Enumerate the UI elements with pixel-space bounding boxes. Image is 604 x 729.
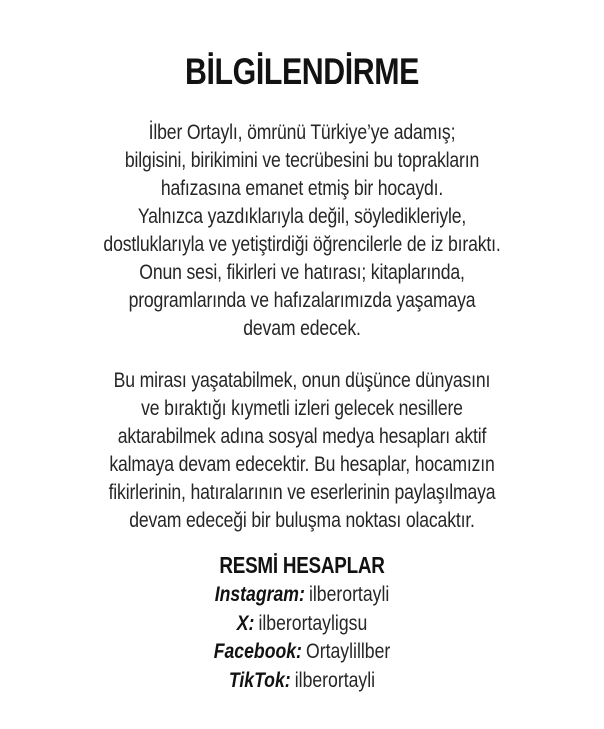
paragraph-line: Onun sesi, fikirleri ve hatırası; kitaplarında, [139, 260, 465, 284]
paragraph-line: İlber Ortaylı, ömrünü Türkiye’ye adamış; [148, 120, 456, 144]
official-accounts-heading: RESMİ HESAPLAR [219, 552, 385, 578]
paragraph-line: kalmaya devam edecektir. Bu hesaplar, hocamızın [109, 452, 495, 476]
account-row-x [54, 609, 549, 638]
account-label: TikTok: [228, 667, 291, 692]
page-title: BİLGİLENDİRME [184, 51, 420, 92]
account-row-facebook [54, 637, 549, 666]
paragraph-line: hafızasına emanet etmiş bir hocaydı. [160, 176, 444, 200]
paragraph-line: devam edecek. [243, 316, 361, 340]
account-value: ilberortayli [294, 667, 376, 692]
account-value: ilberortayli [308, 582, 390, 606]
paragraph-line: fikirlerinin, hatıralarının ve eserlerinin paylaşılmaya [108, 480, 496, 504]
memorial-paragraph [54, 118, 549, 342]
account-value: ilberortayligsu [258, 610, 368, 635]
account-label: Instagram: [214, 582, 305, 606]
paragraph-line: aktarabilmek adına sosyal medya hesapları aktif [117, 424, 487, 448]
account-row-tiktok [54, 666, 549, 695]
paragraph-line: ve bıraktığı kıymetli izleri gelecek nesillere [141, 396, 463, 420]
legacy-paragraph [54, 366, 549, 534]
official-accounts-section [54, 550, 549, 694]
account-label: Facebook: [213, 639, 302, 663]
paragraph-line: dostluklarıyla ve yetiştirdiği öğrencilerle de iz bıraktı. [103, 232, 501, 256]
account-row-instagram [54, 580, 549, 609]
paragraph-line: programlarında ve hafızalarımızda yaşamaya [128, 288, 476, 312]
account-value: Ortaylillber [306, 639, 391, 663]
paragraph-line: devam edeceği bir buluşma noktası olacaktır. [129, 508, 475, 532]
account-label: X: [236, 610, 255, 635]
paragraph-line: bilgisini, birikimini ve tecrübesini bu toprakların [124, 148, 480, 172]
paragraph-line: Bu mirası yaşatabilmek, onun düşünce dünyasını [113, 368, 491, 392]
paragraph-line: Yalnızca yazdıklarıyla değil, söyledikleriyle, [137, 204, 467, 228]
